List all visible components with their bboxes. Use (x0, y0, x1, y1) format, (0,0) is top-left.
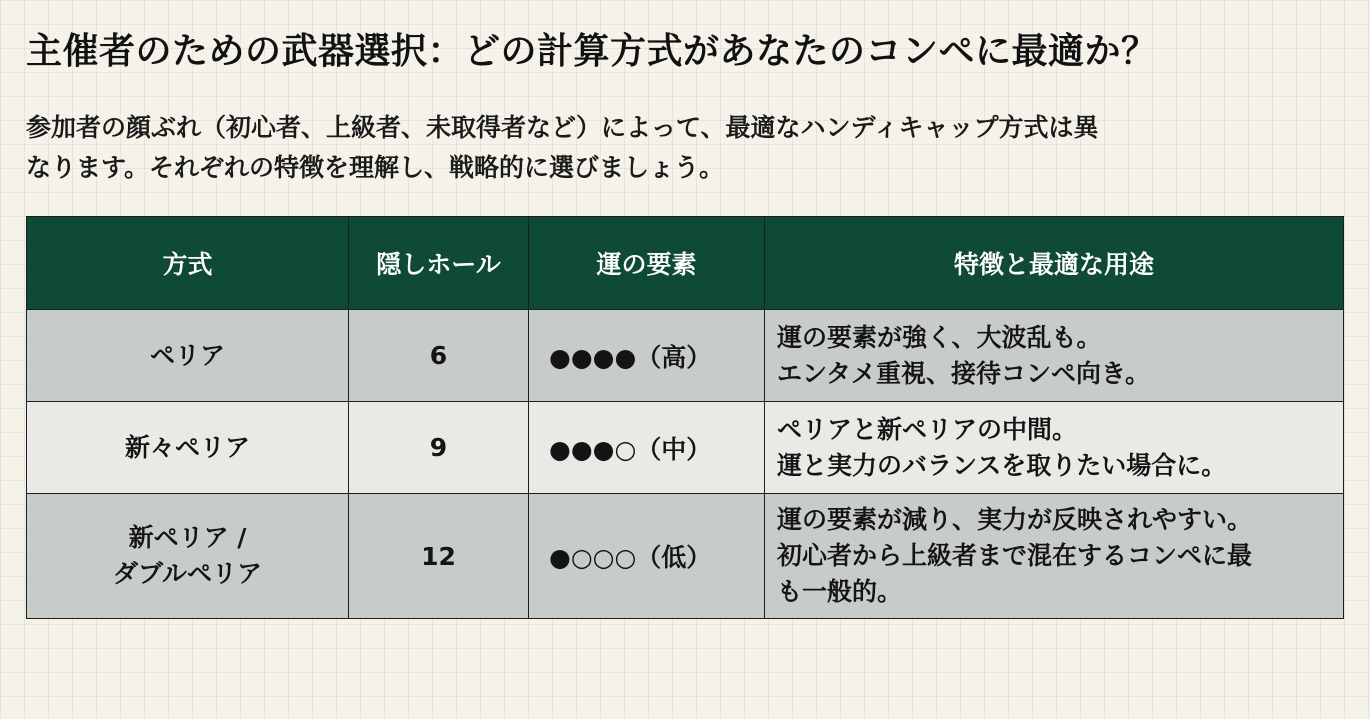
luck-rating-dots: ●●●● (549, 342, 637, 372)
feature-cell (765, 402, 1344, 494)
method-cell (27, 494, 349, 619)
feature-line: ペリアと新ペリアの中間。 (777, 414, 1078, 444)
table-row (27, 494, 1344, 619)
luck-cell (529, 494, 765, 619)
method-name: 新ペリア / (128, 523, 247, 552)
feature-cell (765, 494, 1344, 619)
header-feature: 特徴と最適な用途 (765, 217, 1344, 310)
handicap-method-table (26, 216, 1344, 619)
method-cell (27, 402, 349, 494)
feature-line: 運の要素が減り、実力が反映されやすい。 (777, 505, 1253, 534)
luck-rating-dots: ●○○○ (549, 543, 637, 572)
intro-text (26, 108, 1346, 188)
header-method: 方式 (27, 217, 349, 310)
luck-rating-dots: ●●●○ (549, 434, 637, 464)
luck-label: （高） (636, 342, 712, 372)
method-name: ダブルペリア (112, 559, 262, 588)
page-title: 主催者のための武器選択：どの計算方式があなたのコンペに最適か？ (26, 31, 1158, 72)
feature-line: 初心者から上級者まで混在するコンペに最 (777, 541, 1253, 570)
table-header-row (27, 217, 1344, 310)
feature-line: も一般的。 (777, 577, 903, 606)
header-luck: 運の要素 (529, 217, 765, 310)
method-name: 新々ペリア (124, 432, 250, 462)
intro-line: 参加者の顔ぶれ（初心者、上級者、未取得者など）によって、最適なハンディキャップ方式は異 (26, 113, 1099, 142)
table-row (27, 402, 1344, 494)
luck-cell (529, 310, 765, 402)
luck-label: （低） (636, 543, 712, 572)
method-cell (27, 310, 349, 402)
hidden-holes-cell: 6 (349, 310, 529, 402)
feature-cell (765, 310, 1344, 402)
intro-line: なります。それぞれの特徴を理解し、戦略的に選びましょう。 (26, 153, 725, 182)
header-hidden-holes: 隠しホール (349, 217, 529, 310)
luck-label: （中） (636, 434, 712, 464)
feature-line: エンタメ重視、接待コンペ向き。 (777, 358, 1151, 388)
hidden-holes-cell: 12 (349, 494, 529, 619)
feature-line: 運の要素が強く、大波乱も。 (777, 322, 1102, 352)
table-row (27, 310, 1344, 402)
method-name: ペリア (149, 340, 225, 370)
hidden-holes-cell: 9 (349, 402, 529, 494)
feature-line: 運と実力のバランスを取りたい場合に。 (777, 450, 1227, 480)
luck-cell (529, 402, 765, 494)
